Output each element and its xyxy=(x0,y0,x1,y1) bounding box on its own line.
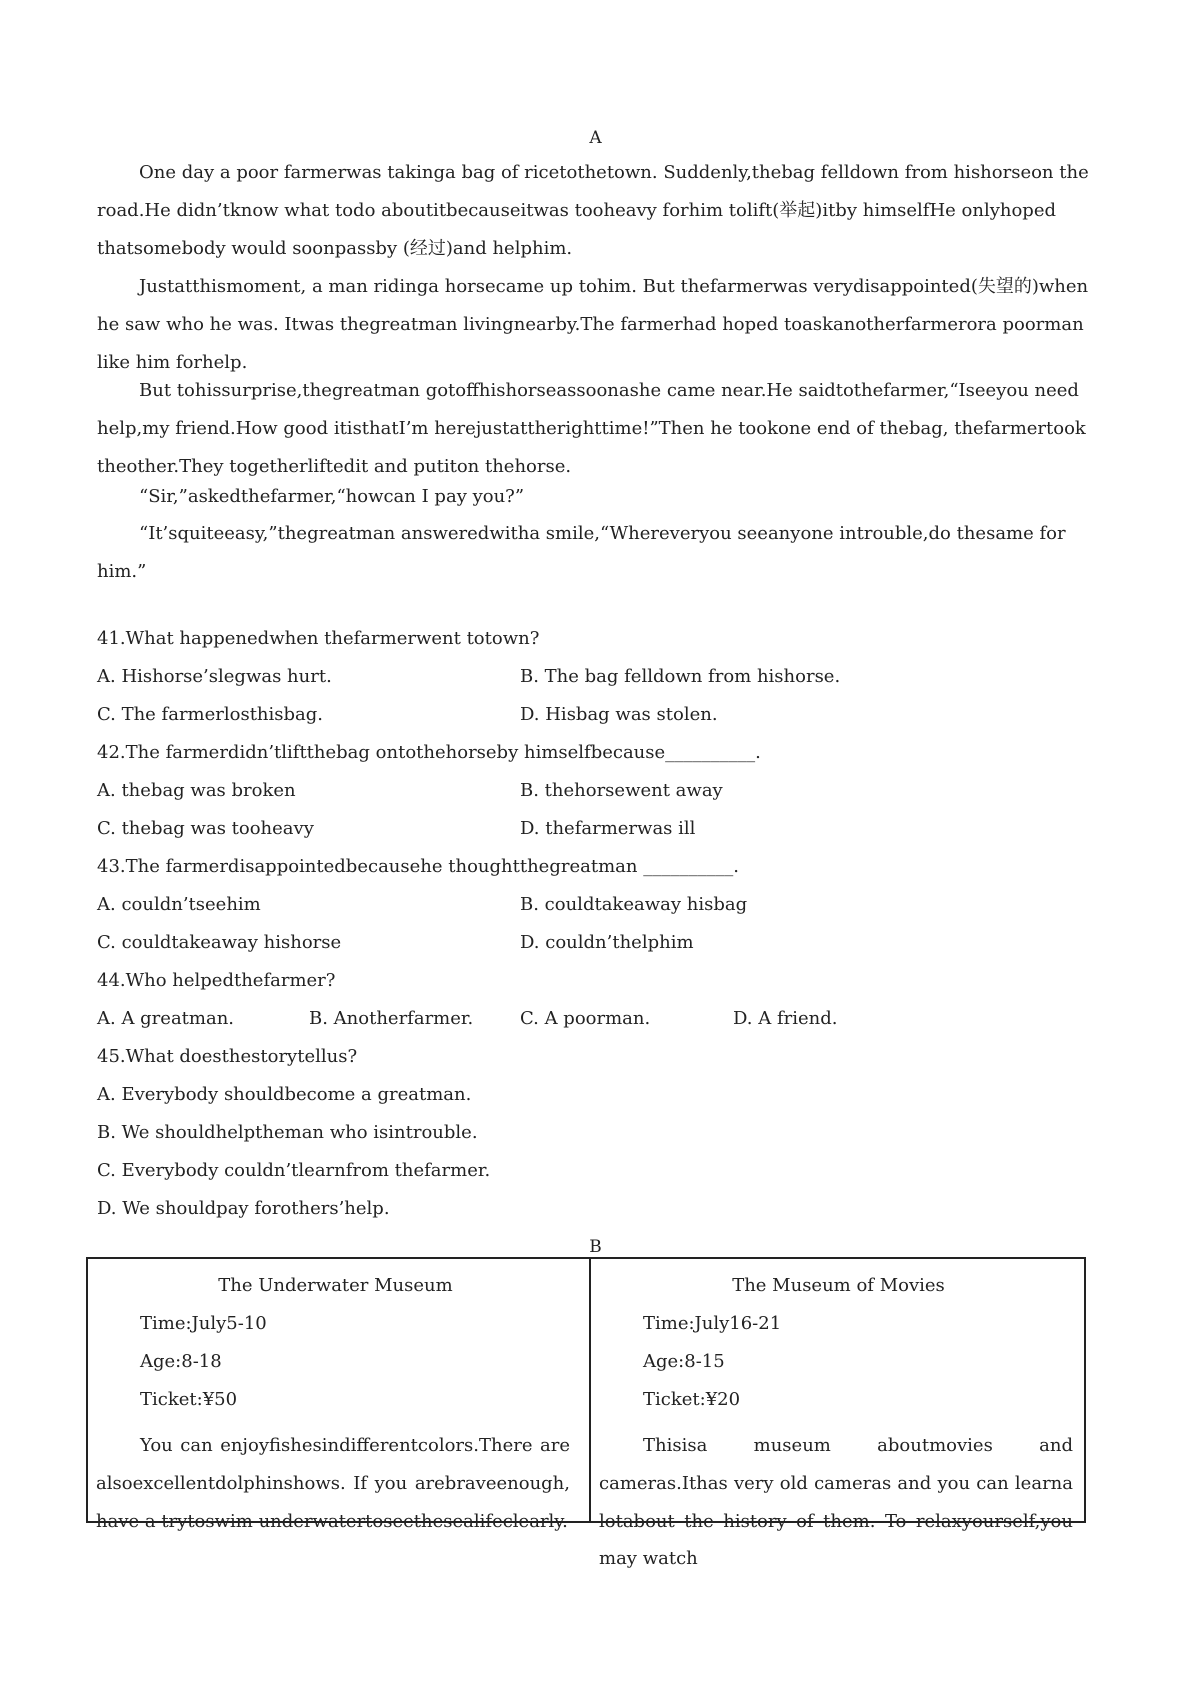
museum-description xyxy=(599,1427,1073,1578)
museum-age: Age:8-18 xyxy=(140,1351,222,1372)
passage-text: One day a poor farmerwas takinga bag of ricetothetown. Suddenly,thebag felldown from hishorseon the road.He didn’tknow what todo aboutitbecauseitwas tooheavy forhim tolift(举起)itby himselfHe onlyhoped thatsomebody would soonpassby (经过)and helphim. xyxy=(97,162,1089,259)
question-42-stem: 42.The farmerdidn’tliftthebag ontothehorseby himselfbecause__________. xyxy=(97,742,761,763)
question-42-option-d[interactable]: D. thefarmerwas ill xyxy=(520,818,696,839)
question-42-option-c[interactable]: C. thebag was tooheavy xyxy=(97,818,314,839)
question-45-option-a[interactable]: A. Everybody shouldbecome a greatman. xyxy=(97,1084,472,1105)
museum-table xyxy=(86,1257,1086,1570)
museum-name: The Underwater Museum xyxy=(218,1275,453,1296)
passage-text: But tohissurprise,thegreatman gotoffhishorseassoonashe came near.He saidtothefarmer,“Iseeyou need help,my friend.How good itisthatI’m herejustattherighttime!”Then he tookone end of thebag, thefarmertook theother.They togetherliftedit and putiton thehorse. xyxy=(97,380,1086,477)
question-45-option-b[interactable]: B. We shouldhelptheman who isintrouble. xyxy=(97,1122,478,1143)
passage-paragraph-5 xyxy=(97,515,1107,591)
question-43-stem: 43.The farmerdisappointedbecausehe thoughtthegreatman __________. xyxy=(97,856,739,877)
question-43-option-c[interactable]: C. couldtakeaway hishorse xyxy=(97,932,342,953)
question-44-stem: 44.Who helpedthefarmer? xyxy=(97,970,336,991)
question-44-option-a[interactable]: A. A greatman. xyxy=(97,1008,235,1029)
question-41-option-b[interactable]: B. The bag felldown from hishorse. xyxy=(520,666,841,687)
question-43-option-d[interactable]: D. couldn’thelphim xyxy=(520,932,694,953)
passage-paragraph-1 xyxy=(97,154,1107,267)
section-a-title: A xyxy=(589,128,602,148)
question-41-option-a[interactable]: A. Hishorse’slegwas hurt. xyxy=(97,666,332,687)
question-41-option-c[interactable]: C. The farmerlosthisbag. xyxy=(97,704,324,725)
question-45-option-d[interactable]: D. We shouldpay forothers’help. xyxy=(97,1198,390,1219)
museum-cell-movies xyxy=(591,1259,1086,1570)
question-45-option-c[interactable]: C. Everybody couldn’tlearnfrom thefarmer. xyxy=(97,1160,491,1181)
museum-cell-underwater xyxy=(88,1259,583,1532)
passage-text: “Sir,”askedthefarmer,“howcan I pay you?” xyxy=(139,486,525,507)
museum-description xyxy=(96,1427,570,1540)
passage-text: “It’squiteeasy,”thegreatman answeredwitha smile,“Whereveryou seeanyone introuble,do thesame for him.” xyxy=(97,523,1066,582)
question-44-option-b[interactable]: B. Anotherfarmer. xyxy=(309,1008,474,1029)
museum-ticket: Ticket:¥20 xyxy=(643,1389,741,1410)
question-45-stem: 45.What doesthestorytellus? xyxy=(97,1046,358,1067)
museum-description-text: Thisisa museum aboutmovies and cameras.Ithas very old cameras and you can learna lotabout the history of them. To relaxyourself,you may watch xyxy=(599,1435,1073,1570)
question-44-option-d[interactable]: D. A friend. xyxy=(733,1008,838,1029)
question-42-option-a[interactable]: A. thebag was broken xyxy=(97,780,296,801)
question-42-option-b[interactable]: B. thehorsewent away xyxy=(520,780,723,801)
museum-ticket: Ticket:¥50 xyxy=(140,1389,238,1410)
question-44-option-c[interactable]: C. A poorman. xyxy=(520,1008,651,1029)
question-41-option-d[interactable]: D. Hisbag was stolen. xyxy=(520,704,718,725)
museum-time: Time:July16-21 xyxy=(643,1313,782,1334)
passage-paragraph-4 xyxy=(97,478,1107,516)
museum-age: Age:8-15 xyxy=(643,1351,725,1372)
museum-time: Time:July5-10 xyxy=(140,1313,267,1334)
museum-description-text: You can enjoyfishesindifferentcolors.There are alsoexcellentdolphinshows. If you arebraveenough, have a trytoswim underwatertoseethesealifeclearly. xyxy=(96,1435,570,1532)
passage-paragraph-3 xyxy=(97,372,1107,485)
question-43-option-a[interactable]: A. couldn’tseehim xyxy=(97,894,261,915)
museum-name: The Museum of Movies xyxy=(732,1275,945,1296)
passage-paragraph-2 xyxy=(97,268,1107,381)
section-b-title: B xyxy=(589,1237,602,1257)
question-41-stem: 41.What happenedwhen thefarmerwent totown? xyxy=(97,628,540,649)
passage-text: Justatthismoment, a man ridinga horsecame up tohim. But thefarmerwas verydisappointed(失望的)when he saw who he was. Itwas thegreatman livingnearby.The farmerhad hoped toaskanotherfarmerora poorman like him forhelp. xyxy=(97,276,1089,373)
question-43-option-b[interactable]: B. couldtakeaway hisbag xyxy=(520,894,748,915)
